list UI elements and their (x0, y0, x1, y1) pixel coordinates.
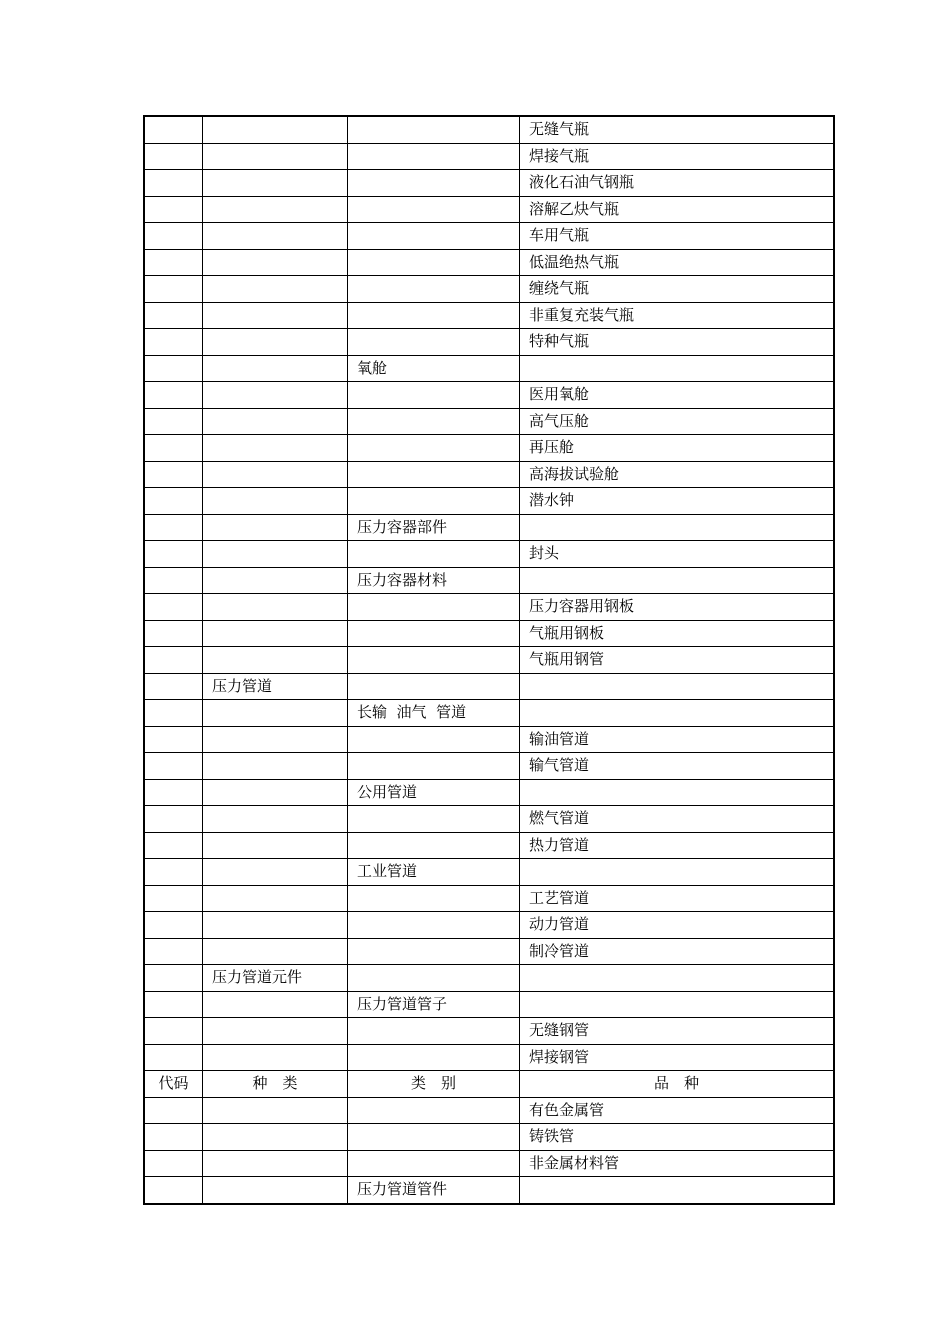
table-row (144, 912, 834, 939)
table-row (144, 726, 834, 753)
category-cell (348, 461, 520, 488)
table-body (144, 116, 834, 1204)
category-cell (348, 647, 520, 674)
table-row (144, 885, 834, 912)
variety-cell: 有色金属管 (520, 1097, 835, 1124)
table-row (144, 488, 834, 515)
variety-cell: 低温绝热气瓶 (520, 249, 835, 276)
type-cell (203, 832, 348, 859)
category-cell (348, 488, 520, 515)
category-cell (348, 196, 520, 223)
code-cell (144, 514, 203, 541)
type-cell (203, 223, 348, 250)
code-cell (144, 1097, 203, 1124)
variety-cell (520, 965, 835, 992)
table-row (144, 779, 834, 806)
category-cell (348, 1018, 520, 1045)
table-row (144, 382, 834, 409)
code-cell (144, 885, 203, 912)
variety-cell: 封头 (520, 541, 835, 568)
type-cell (203, 620, 348, 647)
code-cell (144, 329, 203, 356)
code-cell (144, 779, 203, 806)
type-cell (203, 726, 348, 753)
code-cell (144, 1124, 203, 1151)
category-cell: 氧舱 (348, 355, 520, 382)
type-cell (203, 700, 348, 727)
category-cell (348, 541, 520, 568)
variety-cell: 无缝气瓶 (520, 116, 835, 143)
type-cell (203, 488, 348, 515)
table-row (144, 116, 834, 143)
table-row (144, 329, 834, 356)
category-cell (348, 1044, 520, 1071)
variety-cell: 高海拔试验舱 (520, 461, 835, 488)
table-row (144, 594, 834, 621)
variety-cell: 制冷管道 (520, 938, 835, 965)
type-cell (203, 594, 348, 621)
table-row (144, 170, 834, 197)
variety-cell (520, 859, 835, 886)
code-cell (144, 620, 203, 647)
category-cell: 工业管道 (348, 859, 520, 886)
header-category-cell: 类 别 (348, 1071, 520, 1098)
type-cell (203, 276, 348, 303)
type-cell (203, 249, 348, 276)
code-cell (144, 753, 203, 780)
category-cell (348, 435, 520, 462)
code-cell (144, 726, 203, 753)
code-cell (144, 832, 203, 859)
category-cell (348, 885, 520, 912)
category-cell: 压力管道管件 (348, 1177, 520, 1204)
type-cell (203, 1018, 348, 1045)
type-cell (203, 514, 348, 541)
variety-cell: 再压舱 (520, 435, 835, 462)
table-row (144, 965, 834, 992)
category-cell (348, 832, 520, 859)
variety-cell (520, 991, 835, 1018)
type-cell (203, 806, 348, 833)
table-row (144, 541, 834, 568)
type-cell (203, 647, 348, 674)
type-cell (203, 408, 348, 435)
table-row (144, 753, 834, 780)
category-cell (348, 116, 520, 143)
type-cell (203, 170, 348, 197)
table-row (144, 1124, 834, 1151)
type-cell (203, 1177, 348, 1204)
category-cell (348, 249, 520, 276)
table-row (144, 408, 834, 435)
type-cell (203, 885, 348, 912)
code-cell (144, 408, 203, 435)
variety-cell: 医用氧舱 (520, 382, 835, 409)
table-row (144, 223, 834, 250)
table-row (144, 461, 834, 488)
code-cell (144, 196, 203, 223)
category-cell (348, 753, 520, 780)
category-cell (348, 726, 520, 753)
table-row (144, 1044, 834, 1071)
table-row (144, 143, 834, 170)
variety-cell: 输油管道 (520, 726, 835, 753)
type-cell (203, 143, 348, 170)
code-cell (144, 859, 203, 886)
code-cell (144, 700, 203, 727)
type-cell (203, 779, 348, 806)
code-cell (144, 1018, 203, 1045)
table-row (144, 806, 834, 833)
type-cell (203, 329, 348, 356)
code-cell (144, 673, 203, 700)
category-cell (348, 143, 520, 170)
variety-cell: 气瓶用钢管 (520, 647, 835, 674)
category-cell (348, 594, 520, 621)
table-row (144, 991, 834, 1018)
category-cell (348, 938, 520, 965)
category-cell (348, 1097, 520, 1124)
type-cell (203, 991, 348, 1018)
code-cell (144, 541, 203, 568)
category-cell: 公用管道 (348, 779, 520, 806)
code-cell (144, 1177, 203, 1204)
category-cell (348, 912, 520, 939)
category-cell (348, 1124, 520, 1151)
variety-cell: 输气管道 (520, 753, 835, 780)
table-row (144, 1097, 834, 1124)
code-cell (144, 991, 203, 1018)
variety-cell: 潜水钟 (520, 488, 835, 515)
header-variety-cell: 品 种 (520, 1071, 835, 1098)
type-cell (203, 1097, 348, 1124)
variety-cell: 非重复充装气瓶 (520, 302, 835, 329)
code-cell (144, 1150, 203, 1177)
table-row (144, 832, 834, 859)
type-cell (203, 302, 348, 329)
table-header-row (144, 1071, 834, 1098)
table-row (144, 647, 834, 674)
category-cell (348, 302, 520, 329)
variety-cell: 焊接钢管 (520, 1044, 835, 1071)
variety-cell: 车用气瓶 (520, 223, 835, 250)
table-row (144, 276, 834, 303)
type-cell (203, 116, 348, 143)
table-row (144, 514, 834, 541)
type-cell (203, 1150, 348, 1177)
variety-cell (520, 673, 835, 700)
table-row (144, 196, 834, 223)
category-cell: 压力容器材料 (348, 567, 520, 594)
table-row (144, 355, 834, 382)
variety-cell (520, 700, 835, 727)
category-cell (348, 1150, 520, 1177)
variety-cell: 焊接气瓶 (520, 143, 835, 170)
variety-cell: 非金属材料管 (520, 1150, 835, 1177)
code-cell (144, 461, 203, 488)
variety-cell: 高气压舱 (520, 408, 835, 435)
code-cell (144, 143, 203, 170)
category-cell (348, 276, 520, 303)
code-cell (144, 116, 203, 143)
variety-cell (520, 567, 835, 594)
code-cell (144, 488, 203, 515)
type-cell (203, 938, 348, 965)
table-row (144, 859, 834, 886)
type-cell (203, 859, 348, 886)
type-cell (203, 753, 348, 780)
category-cell (348, 806, 520, 833)
code-cell (144, 938, 203, 965)
variety-cell: 特种气瓶 (520, 329, 835, 356)
code-cell (144, 223, 203, 250)
table-row (144, 435, 834, 462)
type-cell (203, 1044, 348, 1071)
code-cell (144, 965, 203, 992)
variety-cell: 压力容器用钢板 (520, 594, 835, 621)
code-cell (144, 249, 203, 276)
table-row (144, 302, 834, 329)
code-cell (144, 912, 203, 939)
category-cell (348, 223, 520, 250)
table-row (144, 1018, 834, 1045)
variety-cell (520, 355, 835, 382)
type-cell (203, 355, 348, 382)
code-cell (144, 435, 203, 462)
code-cell (144, 1044, 203, 1071)
variety-cell: 动力管道 (520, 912, 835, 939)
code-cell (144, 806, 203, 833)
variety-cell: 燃气管道 (520, 806, 835, 833)
category-cell (348, 170, 520, 197)
table-row (144, 620, 834, 647)
type-cell: 压力管道元件 (203, 965, 348, 992)
type-cell (203, 1124, 348, 1151)
code-cell (144, 382, 203, 409)
code-cell (144, 355, 203, 382)
table-row (144, 249, 834, 276)
category-cell (348, 620, 520, 647)
code-cell (144, 302, 203, 329)
category-cell: 压力管道管子 (348, 991, 520, 1018)
code-cell (144, 647, 203, 674)
variety-cell (520, 514, 835, 541)
type-cell: 压力管道 (203, 673, 348, 700)
code-cell (144, 567, 203, 594)
category-cell (348, 329, 520, 356)
type-cell (203, 382, 348, 409)
variety-cell: 热力管道 (520, 832, 835, 859)
variety-cell: 溶解乙炔气瓶 (520, 196, 835, 223)
category-cell: 压力容器部件 (348, 514, 520, 541)
type-cell (203, 461, 348, 488)
header-code-cell: 代码 (144, 1071, 203, 1098)
category-cell (348, 965, 520, 992)
variety-cell: 液化石油气钢瓶 (520, 170, 835, 197)
category-cell (348, 408, 520, 435)
variety-cell (520, 1177, 835, 1204)
code-cell (144, 594, 203, 621)
table-row (144, 938, 834, 965)
table-row (144, 700, 834, 727)
table-row (144, 1177, 834, 1204)
variety-cell: 无缝钢管 (520, 1018, 835, 1045)
table-row (144, 567, 834, 594)
category-cell (348, 382, 520, 409)
type-cell (203, 196, 348, 223)
type-cell (203, 541, 348, 568)
type-cell (203, 567, 348, 594)
variety-cell: 缠绕气瓶 (520, 276, 835, 303)
code-cell (144, 170, 203, 197)
table-row (144, 673, 834, 700)
category-cell: 长输 油气 管道 (348, 700, 520, 727)
classification-table (143, 115, 835, 1205)
variety-cell (520, 779, 835, 806)
header-type-cell: 种 类 (203, 1071, 348, 1098)
code-cell (144, 276, 203, 303)
category-cell (348, 673, 520, 700)
variety-cell: 气瓶用钢板 (520, 620, 835, 647)
type-cell (203, 912, 348, 939)
table-row (144, 1150, 834, 1177)
variety-cell: 铸铁管 (520, 1124, 835, 1151)
variety-cell: 工艺管道 (520, 885, 835, 912)
type-cell (203, 435, 348, 462)
